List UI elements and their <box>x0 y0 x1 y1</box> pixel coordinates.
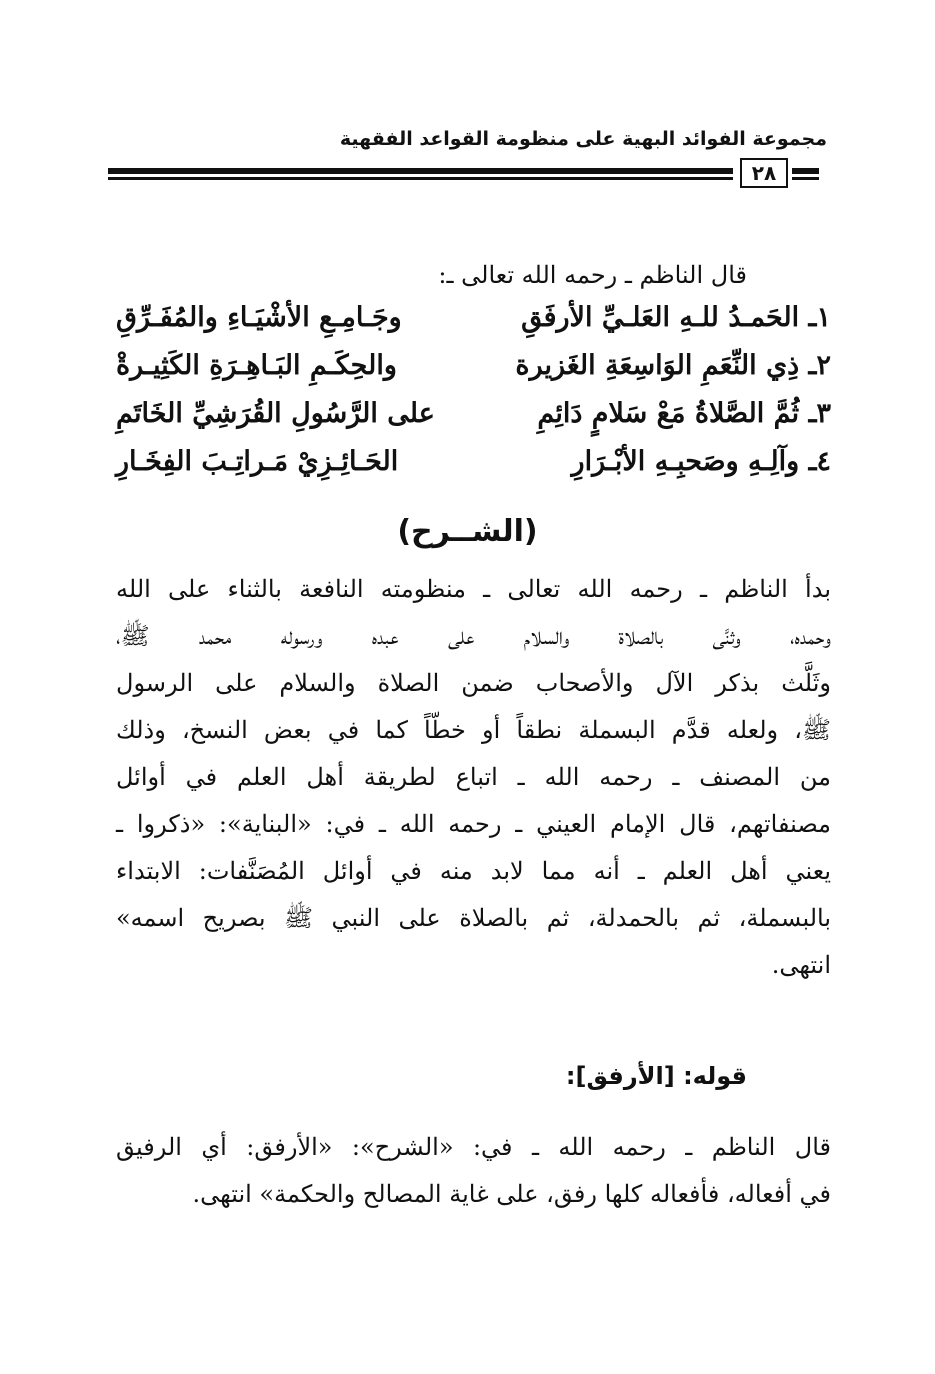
verse-second-hemistich: والحِكَـمِ البَـاهِـرَةِ الكَثِيـرةْ <box>116 350 397 381</box>
text-line: مصنفاتهم، قال الإمام العيني ـ رحمه الله ـ في: «البناية»: «ذكروا ـ <box>116 810 831 838</box>
verse-first-hemistich: ٢ـ ذِي النِّعَمِ الوَاسِعَةِ الغَزيرة <box>515 350 831 381</box>
verse-block <box>116 302 831 494</box>
text-line: انتهى. <box>771 951 831 979</box>
header-rule <box>108 168 733 180</box>
section-subheading: قوله: [الأرفق]: <box>565 1062 747 1090</box>
text-line: بالبسملة، ثم بالحمدلة، ثم بالصلاة على النبي ﷺ بصريح اسمه» <box>116 904 831 932</box>
commentary-paragraph <box>116 566 831 1026</box>
verse-line <box>116 350 831 398</box>
text-line: وحمده، وثنَّى بالصلاة والسلام على عبده ورسوله محمد ﷺ، <box>116 622 831 650</box>
text-line: قال الناظم ـ رحمه الله ـ في: «الشرح»: «الأرفق: أي الرفيق <box>116 1133 831 1161</box>
verse-first-hemistich: ٤ـ وآلِـهِ وصَحبِـهِ الأبْـرَارِ <box>571 446 831 477</box>
header-rule-short <box>792 168 819 180</box>
text-line: ﷺ، ولعله قدَّم البسملة نطقاً أو خطّاً كما في بعض النسخ، وذلك <box>116 716 831 744</box>
text-line: وثَلَّث بذكر الآل والأصحاب ضمن الصلاة والسلام على الرسول <box>116 669 831 697</box>
verse-first-hemistich: ٣ـ ثُمَّ الصَّلاةُ مَعْ سَلامٍ دَائِمِ <box>537 398 831 429</box>
text-line: من المصنف ـ رحمه الله ـ اتباع لطريقة أهل العلم في أوائل <box>116 763 831 791</box>
verse-line <box>116 302 831 350</box>
text-line: بدأ الناظم ـ رحمه الله تعالى ـ منظومته النافعة بالثناء على الله <box>116 575 831 603</box>
page-number: ٢٨ <box>740 158 788 188</box>
verse-first-hemistich: ١ـ الحَمـدُ للـهِ العَلـيِّ الأرفَقِ <box>521 302 831 333</box>
verse-second-hemistich: الحَـائِـزِيْ مَـراتِـبَ الفِخَـارِ <box>116 446 399 477</box>
verse-second-hemistich: على الرَّسُولِ القُرَشِيِّ الخَاتَمِ <box>116 398 435 429</box>
intro-line: قال الناظم ـ رحمه الله تعالى ـ: <box>438 261 747 289</box>
verse-line <box>116 446 831 494</box>
definition-paragraph <box>116 1124 831 1218</box>
sharh-heading: (الشــرح) <box>397 514 538 549</box>
running-title: مجموعة الفوائد البهية على منظومة القواعد الفقهية <box>339 128 827 150</box>
verse-second-hemistich: وجَـامِـعِ الأشْيَـاءِ والمُفَـرِّقِ <box>116 302 402 333</box>
verse-line <box>116 398 831 446</box>
text-line: في أفعاله، فأفعاله كلها رفق، على غاية المصالح والحكمة» انتهى. <box>192 1180 831 1208</box>
text-line: يعني أهل العلم ـ أنه مما لابد منه في أوائل المُصَنَّفات: الابتداء <box>116 857 831 885</box>
